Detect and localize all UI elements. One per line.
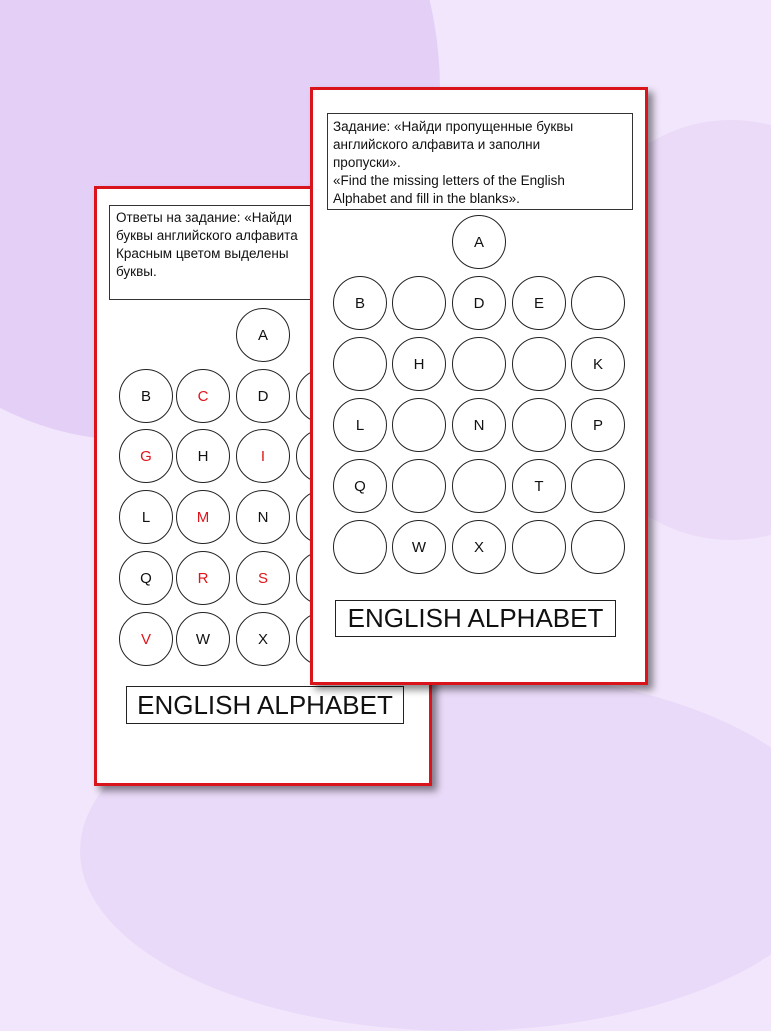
task-text-ru: английского алфавита и заполни (333, 137, 541, 152)
letter-circle-a: A (236, 308, 290, 362)
blank-circle[interactable] (333, 520, 387, 574)
letter-circle: L (119, 490, 173, 544)
letter-circle: X (236, 612, 290, 666)
letter-circle: N (236, 490, 290, 544)
letter-circle: S (236, 551, 290, 605)
letter-circle: G (119, 429, 173, 483)
blank-circle[interactable] (392, 459, 446, 513)
task-title: ENGLISH ALPHABET (335, 600, 616, 637)
task-text-en: Alphabet and fill in the blanks». (333, 191, 520, 206)
task-text-ru: Задание: «Найди пропущенные буквы (333, 119, 574, 134)
letter-circle: E (512, 276, 566, 330)
blank-circle[interactable] (452, 459, 506, 513)
letter-circle-a: A (452, 215, 506, 269)
letter-circle: Q (119, 551, 173, 605)
blank-circle[interactable] (512, 520, 566, 574)
blank-circle[interactable] (571, 276, 625, 330)
task-text-ru: пропуски». (333, 155, 401, 170)
blank-circle[interactable] (392, 398, 446, 452)
answers-task-text: буквы. (116, 264, 157, 279)
answers-title: ENGLISH ALPHABET (126, 686, 404, 724)
letter-circle: X (452, 520, 506, 574)
letter-circle: D (236, 369, 290, 423)
letter-circle: P (571, 398, 625, 452)
letter-circle: D (452, 276, 506, 330)
blank-circle[interactable] (512, 337, 566, 391)
letter-circle: H (176, 429, 230, 483)
blank-circle[interactable] (571, 520, 625, 574)
letter-circle: N (452, 398, 506, 452)
letter-circle: L (333, 398, 387, 452)
letter-circle: I (236, 429, 290, 483)
blank-circle[interactable] (571, 459, 625, 513)
blank-circle[interactable] (392, 276, 446, 330)
letter-circle: H (392, 337, 446, 391)
letter-circle: T (512, 459, 566, 513)
letter-circle: R (176, 551, 230, 605)
task-instructions-box (327, 113, 633, 210)
task-worksheet (310, 87, 648, 685)
letter-circle: W (176, 612, 230, 666)
letter-circle: K (571, 337, 625, 391)
answers-task-text: Ответы на задание: «Найди (116, 210, 292, 225)
letter-circle: M (176, 490, 230, 544)
letter-circle: Q (333, 459, 387, 513)
task-text-en: «Find the missing letters of the English (333, 173, 565, 188)
blank-circle[interactable] (452, 337, 506, 391)
letter-circle: C (176, 369, 230, 423)
blank-circle[interactable] (512, 398, 566, 452)
letter-circle: B (333, 276, 387, 330)
letter-circle: B (119, 369, 173, 423)
blank-circle[interactable] (333, 337, 387, 391)
letter-circle: W (392, 520, 446, 574)
letter-circle: V (119, 612, 173, 666)
answers-task-text: Красным цветом выделены (116, 246, 289, 261)
answers-task-text: буквы английского алфавита (116, 228, 298, 243)
